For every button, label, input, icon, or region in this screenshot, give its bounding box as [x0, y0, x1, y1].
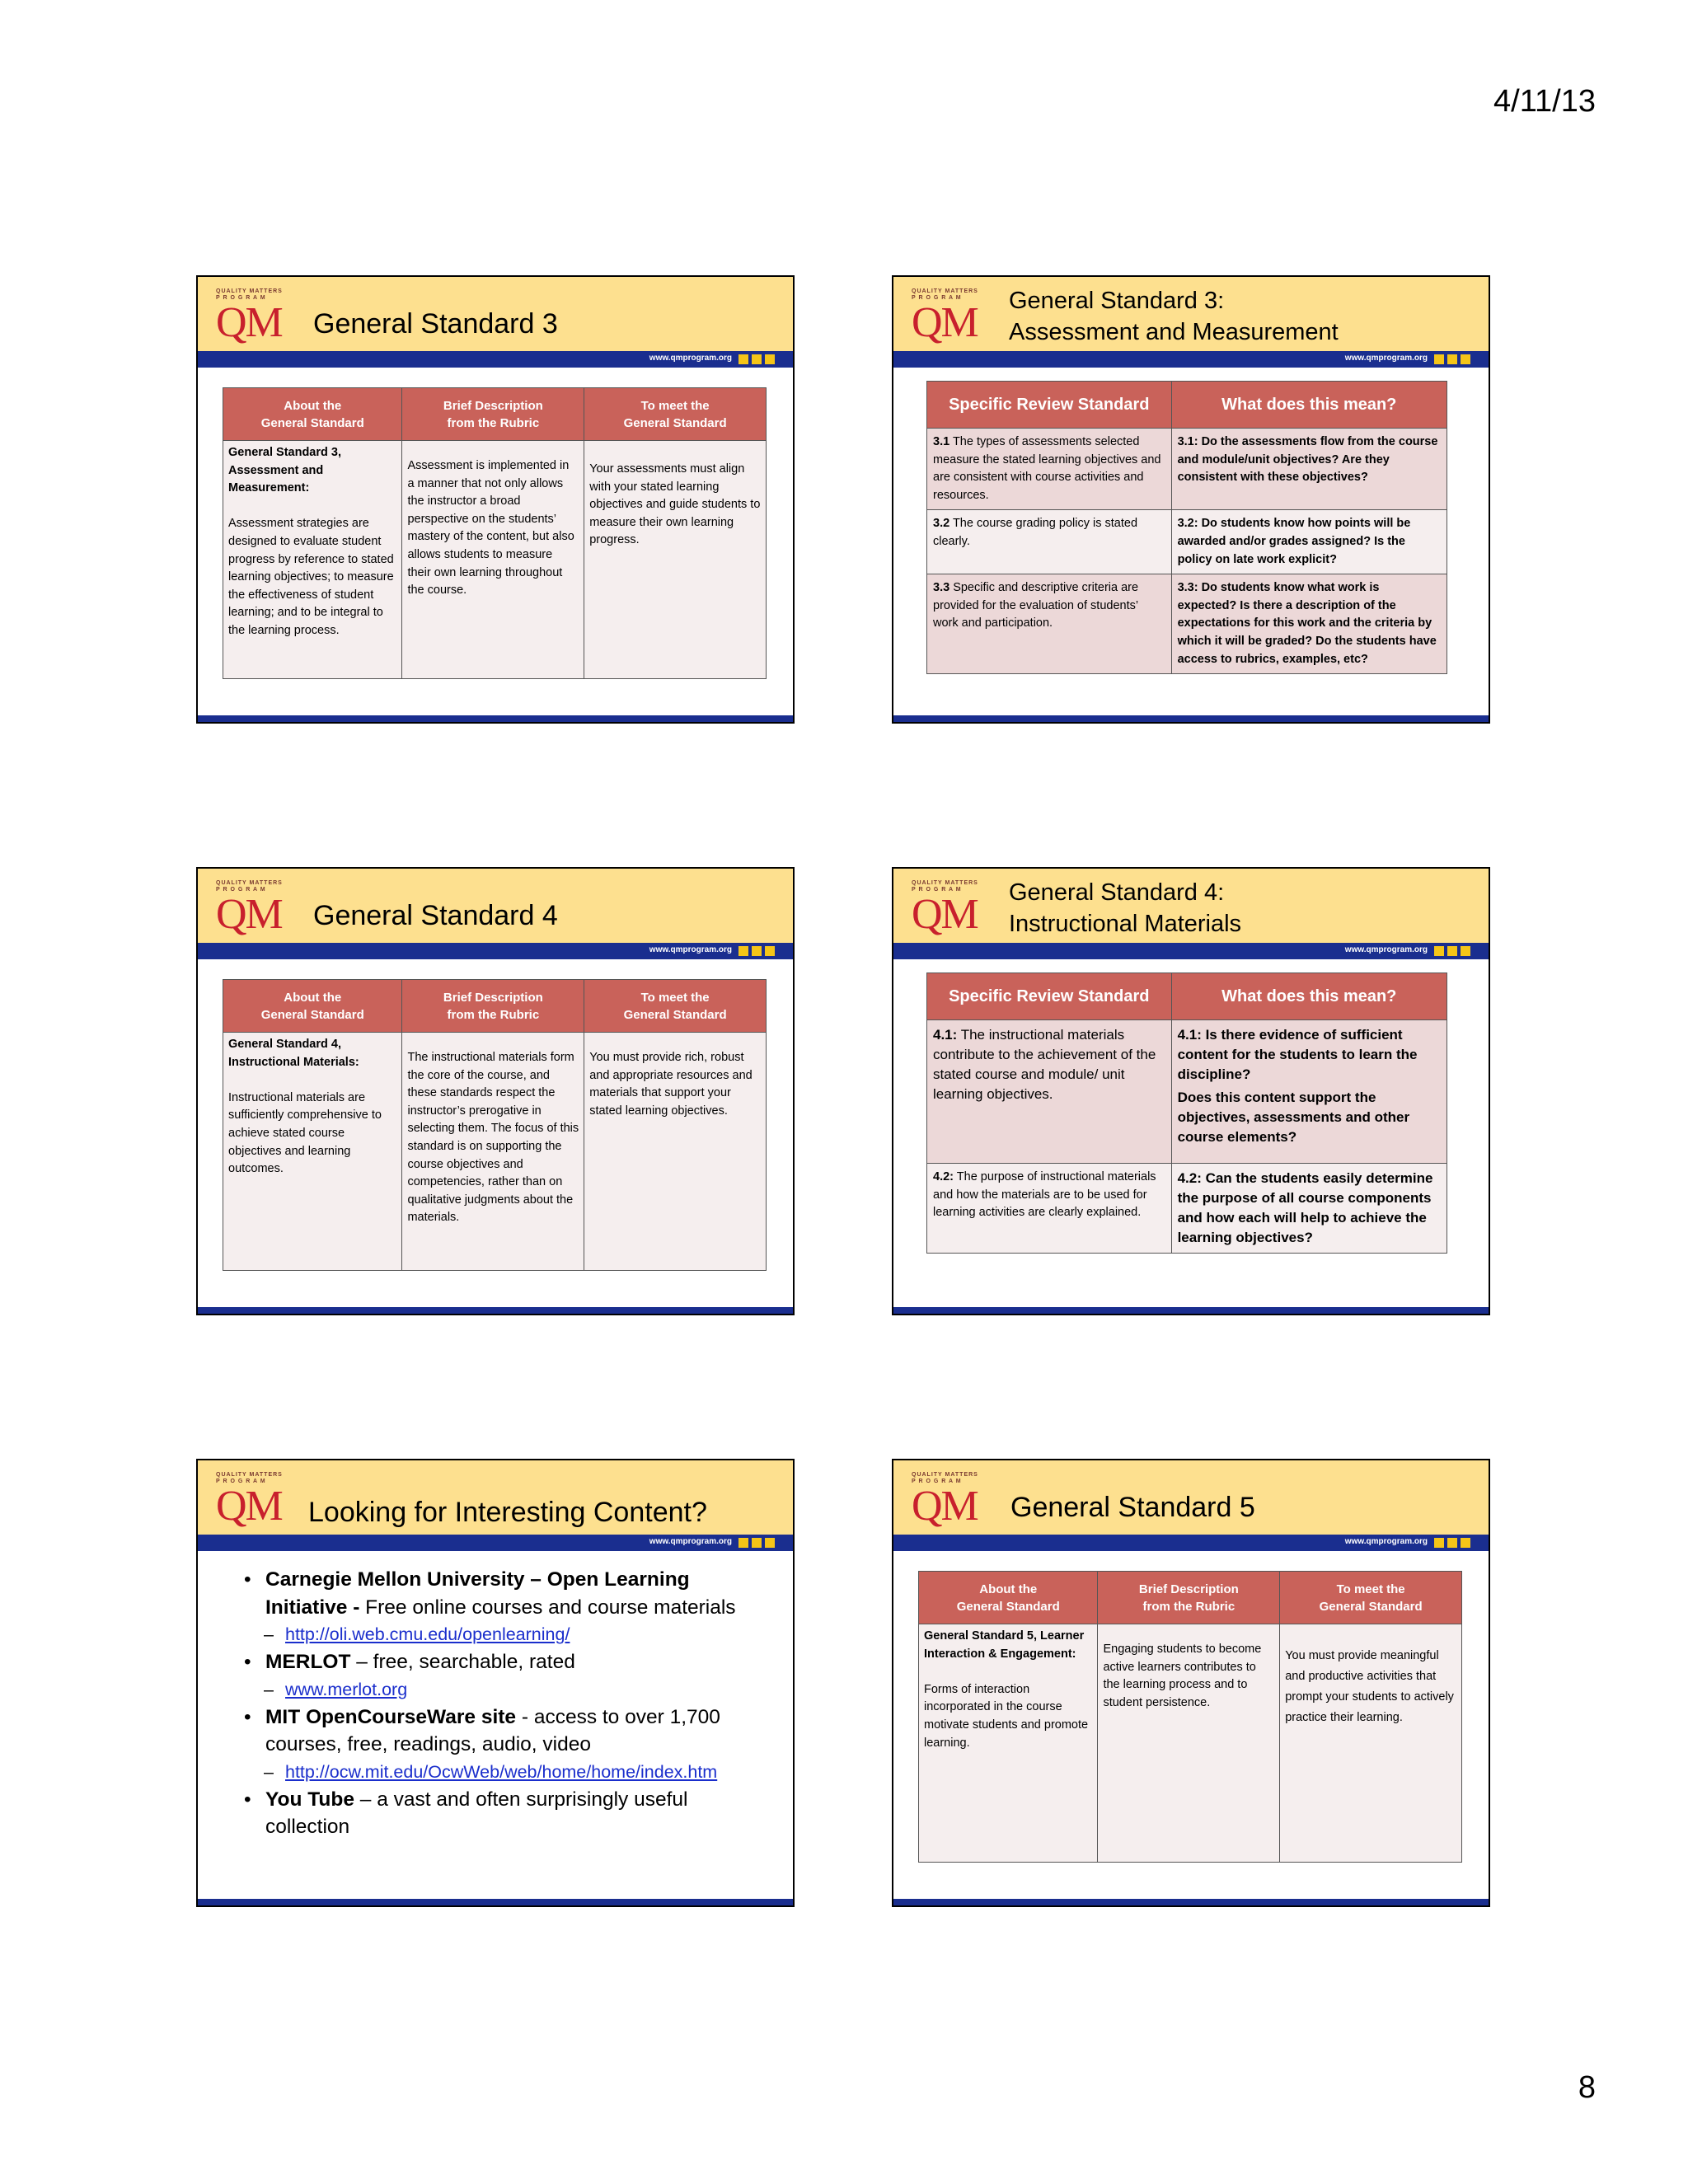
header-specific: Specific Review Standard: [927, 973, 1172, 1020]
list-item: • Carnegie Mellon University – Open Learning Initiative - Free online courses and course materials: [239, 1566, 775, 1621]
standard-table: [223, 387, 767, 679]
review-table: [926, 381, 1447, 674]
header-meaning: What does this mean?: [1171, 382, 1447, 429]
qm-logo: QUALITY MATTERS P R O G R A M QM: [912, 880, 978, 938]
slide-title: Looking for Interesting Content?: [308, 1497, 707, 1528]
slide-instructional-materials: [892, 867, 1490, 1315]
list-item: [239, 1676, 775, 1704]
site-url: www.qmprogram.org: [1344, 945, 1428, 954]
slide-footer: [198, 1899, 793, 1905]
slide-footer: [198, 715, 793, 722]
header-brief: Brief Description from the Rubric: [402, 980, 584, 1033]
slide-title: General Standard 4: [313, 900, 558, 931]
header-about: About the General Standard: [919, 1572, 1098, 1624]
list-item: • You Tube – a vast and often surprisingly useful collection: [239, 1786, 775, 1841]
slide-assessment-measurement: [892, 275, 1490, 724]
slide-footer: [198, 1307, 793, 1314]
site-url: www.qmprogram.org: [649, 1537, 732, 1546]
mit-ocw-link[interactable]: http://ocw.mit.edu/OcwWeb/web/home/home/index.htm: [285, 1761, 718, 1782]
header-meet: To meet the General Standard: [584, 388, 767, 441]
header-about: About the General Standard: [223, 980, 402, 1033]
merlot-link[interactable]: www.merlot.org: [285, 1679, 408, 1699]
list-item: • MIT OpenCourseWare site - access to over 1,700 courses, free, readings, audio, video: [239, 1704, 775, 1759]
table-row: 3.3 Specific and descriptive criteria are provided for the evaluation of students’ work and participation. 3.3: Do students know what work is expected? Is there a description of the expectations for this work and the criteria by which it will be graded? Do the students have access to rubrics, examples, etc?: [927, 574, 1447, 674]
site-url: www.qmprogram.org: [1344, 354, 1428, 363]
oli-link[interactable]: http://oli.web.cmu.edu/openlearning/: [285, 1624, 570, 1644]
cell-meet: You must provide rich, robust and appropriate resources and materials that support your stated learning objectives.: [584, 1033, 767, 1271]
cell-brief: Assessment is implemented in a manner that not only allows the instructor a broad perspective on the students’ mastery of the content, but also allows students to measure their own learning throughout the course.: [402, 441, 584, 679]
slide-general-standard-4: [196, 867, 795, 1315]
cell-brief: The instructional materials form the core of the course, and these standards respect the instructor’s prerogative in selecting them. The focus of this standard is on supporting the course objectives and competencies, rather than on qualitative judgments about the materials.: [402, 1033, 584, 1271]
list-item: • MERLOT – free, searchable, rated: [239, 1648, 775, 1676]
qm-logo: QUALITY MATTERS P R O G R A M QM: [216, 880, 283, 938]
header-meet: To meet the General Standard: [584, 980, 767, 1033]
header-specific: Specific Review Standard: [927, 382, 1172, 429]
slide-general-standard-3: [196, 275, 795, 724]
list-item: [239, 1621, 775, 1648]
slide-title: General Standard 3: Assessment and Measurement: [1009, 288, 1339, 345]
review-table: [926, 972, 1447, 1254]
qm-logo: QUALITY MATTERS P R O G R A M QM: [912, 1472, 978, 1530]
slide-interesting-content: [196, 1459, 795, 1907]
cell-about: General Standard 5, Learner Interaction & Engagement: Forms of interaction incorporated in the course motivate students and promote learning.: [919, 1624, 1098, 1863]
cell-brief: Engaging students to become active learners contributes to the learning process and to student persistence.: [1098, 1624, 1280, 1863]
site-url: www.qmprogram.org: [649, 354, 732, 363]
list-item: [239, 1759, 775, 1786]
slide-footer: [893, 1899, 1489, 1905]
slide-general-standard-5: [892, 1459, 1490, 1907]
slide-footer: [893, 1307, 1489, 1314]
slide-title: General Standard 4: Instructional Materials: [1009, 879, 1242, 937]
header-about: About the General Standard: [223, 388, 402, 441]
qm-logo: QUALITY MATTERS P R O G R A M QM: [216, 288, 283, 346]
table-row: 3.1 The types of assessments selected measure the stated learning objectives and are consistent with course activities and resources. 3.1: Do the assessments flow from the course and module/unit objectives? Are they consistent with these objectives?: [927, 429, 1447, 510]
table-row: 3.2 The course grading policy is stated clearly. 3.2: Do students know how points will be awarded and/or grades assigned? Is the policy on late work explicit?: [927, 510, 1447, 574]
cell-about: General Standard 4, Instructional Materials: Instructional materials are sufficiently comprehensive to achieve stated course objectives and learning outcomes.: [223, 1033, 402, 1271]
header-meet: To meet the General Standard: [1280, 1572, 1462, 1624]
standard-table: [223, 979, 767, 1271]
slide-title: General Standard 3: [313, 308, 558, 340]
page-date: 4/11/13: [1493, 84, 1596, 119]
slide-footer: [893, 715, 1489, 722]
page-number: 8: [1578, 2070, 1596, 2105]
header-brief: Brief Description from the Rubric: [402, 388, 584, 441]
header-brief: Brief Description from the Rubric: [1098, 1572, 1280, 1624]
table-row: 4.1: The instructional materials contribute to the achievement of the stated course and module/ unit learning objectives. 4.1: Is there evidence of sufficient content for the students to learn the discipline? Does this content support the objectives, assessments and other course elements?: [927, 1020, 1447, 1164]
resource-list: [239, 1566, 775, 1841]
qm-logo: QUALITY MATTERS P R O G R A M QM: [912, 288, 978, 346]
header-meaning: What does this mean?: [1171, 973, 1447, 1020]
site-url: www.qmprogram.org: [1344, 1537, 1428, 1546]
cell-meet: You must provide meaningful and productive activities that prompt your students to actively practice their learning.: [1280, 1624, 1462, 1863]
table-row: 4.2: The purpose of instructional materials and how the materials are to be used for learning activities are clearly explained. 4.2: Can the students easily determine the purpose of all course components and how each will help to achieve the learning objectives?: [927, 1164, 1447, 1254]
site-url: www.qmprogram.org: [649, 945, 732, 954]
slide-title: General Standard 5: [1010, 1492, 1255, 1523]
standard-table: [918, 1571, 1462, 1863]
cell-about: General Standard 3, Assessment and Measurement: Assessment strategies are designed to evaluate student progress by reference to stated learning objectives; to measure the effectiveness of student learning; and to be integral to the learning process.: [223, 441, 402, 679]
qm-logo: QUALITY MATTERS P R O G R A M QM: [216, 1472, 283, 1530]
cell-meet: Your assessments must align with your stated learning objectives and guide students to measure their own learning progress.: [584, 441, 767, 679]
